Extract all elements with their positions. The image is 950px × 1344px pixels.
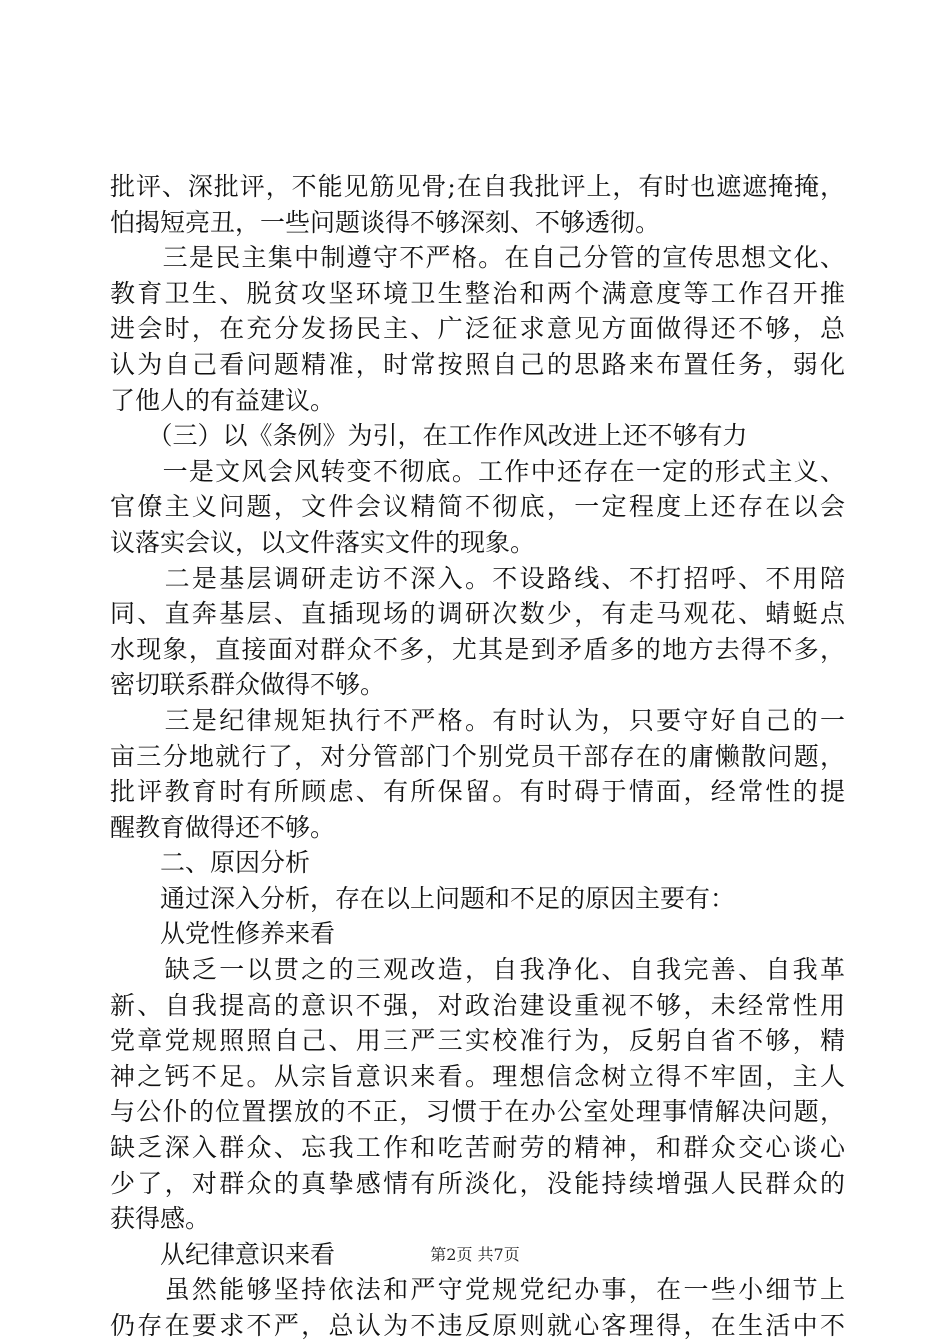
text-line: 三是民主集中制遵守不严格。在自己分管的宣传思想文化、 bbox=[110, 243, 845, 273]
text-line: （三）以《条例》为引，在工作作风改进上还不够有力 bbox=[110, 421, 748, 451]
text-line: 教育卫生、脱贫攻坚环境卫生整治和两个满意度等工作召开推 bbox=[110, 278, 845, 308]
text-line: 从纪律意识来看 bbox=[110, 1239, 336, 1269]
text-line: 醒教育做得还不够。 bbox=[110, 812, 336, 842]
text-line: 获得感。 bbox=[110, 1204, 211, 1234]
text-line: 亩三分地就行了，对分管部门个别党员干部存在的庸懒散问题， bbox=[110, 741, 845, 771]
text-line: 通过深入分析，存在以上问题和不足的原因主要有： bbox=[110, 883, 736, 913]
text-line: 官僚主义问题，文件会议精简不彻底，一定程度上还存在以会 bbox=[110, 492, 845, 522]
page-footer: 第2页 共7页 bbox=[430, 1245, 520, 1264]
text-line: 水现象，直接面对群众不多，尤其是到矛盾多的地方去得不多， bbox=[110, 634, 845, 664]
text-line: 二、原因分析 bbox=[110, 848, 311, 878]
text-line: 议落实会议，以文件落实文件的现象。 bbox=[110, 527, 536, 557]
text-line: 二是基层调研走访不深入。不设路线、不打招呼、不用陪 bbox=[110, 563, 845, 593]
text-line: 虽然能够坚持依法和严守党规党纪办事，在一些小细节上 bbox=[110, 1275, 845, 1305]
text-line: 了他人的有益建议。 bbox=[110, 385, 336, 415]
text-line: 批评、深批评，不能见筋见骨;在自我批评上，有时也遮遮掩掩， bbox=[110, 172, 845, 201]
text-line: 缺乏一以贯之的三观改造，自我净化、自我完善、自我革 bbox=[110, 955, 845, 985]
text-line: 党章党规照照自己、用三严三实校准行为，反躬自省不够，精 bbox=[110, 1026, 845, 1056]
text-line: 认为自己看问题精准，时常按照自己的思路来布置任务，弱化 bbox=[110, 349, 845, 379]
text-line: 同、直奔基层、直插现场的调研次数少，有走马观花、蜻蜓点 bbox=[110, 599, 845, 629]
text-line: 三是纪律规矩执行不严格。有时认为，只要守好自己的一 bbox=[110, 705, 845, 735]
text-line: 怕揭短亮丑，一些问题谈得不够深刻、不够透彻。 bbox=[110, 207, 661, 237]
text-line: 与公仆的位置摆放的不正，习惯于在办公室处理事情解决问题， bbox=[110, 1097, 845, 1127]
text-line: 缺乏深入群众、忘我工作和吃苦耐劳的精神，和群众交心谈心 bbox=[110, 1133, 845, 1163]
text-line: 进会时，在充分发扬民主、广泛征求意见方面做得还不够，总 bbox=[110, 314, 845, 344]
text-line: 密切联系群众做得不够。 bbox=[110, 670, 386, 700]
text-line: 神之钙不足。从宗旨意识来看。理想信念树立得不牢固，主人 bbox=[110, 1061, 845, 1091]
text-line: 少了，对群众的真挚感情有所淡化，没能持续增强人民群众的 bbox=[110, 1168, 845, 1198]
text-line: 新、自我提高的意识不强，对政治建设重视不够，未经常性用 bbox=[110, 990, 845, 1020]
text-line: 仍存在要求不严，总认为不违反原则就心客理得，在生活中不 bbox=[110, 1311, 845, 1340]
text-line: 一是文风会风转变不彻底。工作中还存在一定的形式主义、 bbox=[110, 456, 845, 486]
body-text bbox=[110, 169, 845, 1344]
text-line: 批评教育时有所顾虑、有所保留。有时碍于情面，经常性的提 bbox=[110, 777, 845, 807]
text-line: 从党性修养来看 bbox=[110, 919, 336, 949]
